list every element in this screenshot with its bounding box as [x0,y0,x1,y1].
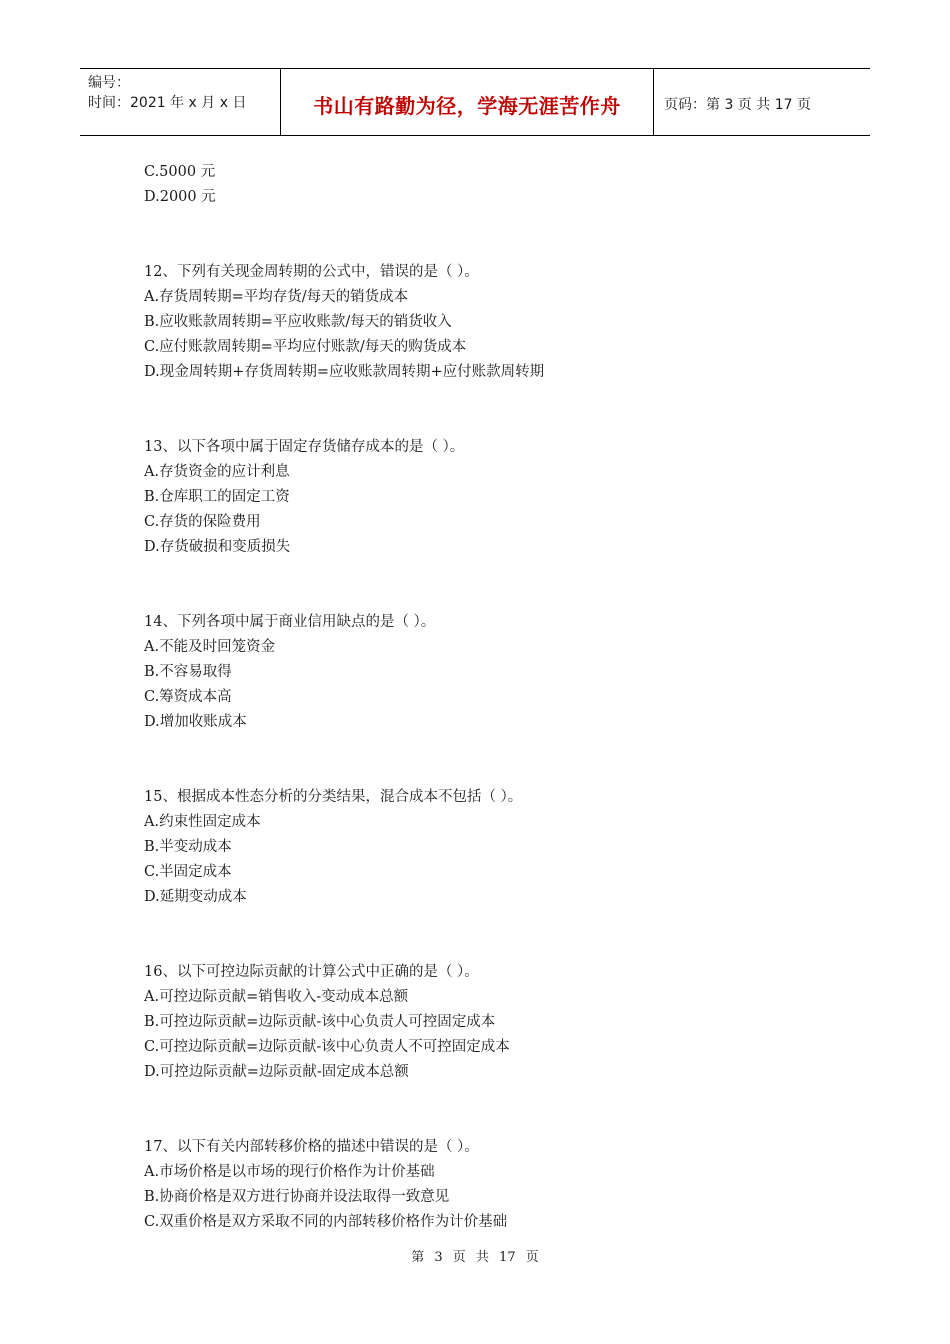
option-a: A.存货资金的应计利息 [144,464,290,480]
option-c: C.应付账款周转期=平均应付账款/每天的购货成本 [144,339,467,355]
option-a: A.不能及时回笼资金 [144,639,276,655]
option-d: D.延期变动成本 [144,889,247,905]
option-a: A.约束性固定成本 [144,814,261,830]
question-13 [144,435,844,560]
document-number-label: 编号： [88,75,130,91]
option-d: D.现金周转期+存货周转期=应收账款周转期+应付账款周转期 [144,364,545,380]
question-14 [144,610,844,735]
question-12 [144,260,844,385]
document-body [144,160,844,1235]
option-a: A.市场价格是以市场的现行价格作为计价基础 [144,1164,435,1180]
document-date: 时间：2021 年 x 月 x 日 [88,95,247,111]
option-c: C.存货的保险费用 [144,514,261,530]
question-16 [144,960,844,1085]
option-c: C.可控边际贡献=边际贡献-该中心负责人不可控固定成本 [144,1039,510,1055]
option-c: C.筹资成本高 [144,689,232,705]
question-stem: 14、下列各项中属于商业信用缺点的是（ ）。 [144,614,436,630]
option-c-continued: C.5000 元 [144,164,216,180]
option-d-continued: D.2000 元 [144,189,216,205]
option-a: A.存货周转期=平均存货/每天的销货成本 [144,289,409,305]
option-b: B.半变动成本 [144,839,232,855]
page-header [80,68,870,136]
question-stem: 17、以下有关内部转移价格的描述中错误的是（ ）。 [144,1139,479,1155]
option-a: A.可控边际贡献=销售收入-变动成本总额 [144,989,409,1005]
page-footer: 第 3 页 共 17 页 [411,1250,539,1265]
question-stem: 12、下列有关现金周转期的公式中，错误的是（ ）。 [144,264,479,280]
question-stem: 16、以下可控边际贡献的计算公式中正确的是（ ）。 [144,964,479,980]
option-b: B.仓库职工的固定工资 [144,489,290,505]
option-c: C.半固定成本 [144,864,232,880]
option-b: B.应收账款周转期=平应收账款/每天的销货收入 [144,314,452,330]
option-b: B.协商价格是双方进行协商并设法取得一致意见 [144,1189,450,1205]
question-15 [144,785,844,910]
option-d: D.增加收账成本 [144,714,247,730]
option-b: B.可控边际贡献=边际贡献-该中心负责人可控固定成本 [144,1014,496,1030]
question-stem: 15、根据成本性态分析的分类结果，混合成本不包括（ ）。 [144,789,523,805]
option-d: D.存货破损和变质损失 [144,539,291,555]
question-stem: 13、以下各项中属于固定存货储存成本的是（ ）。 [144,439,465,455]
option-d: D.可控边际贡献=边际贡献-固定成本总额 [144,1064,409,1080]
question-17 [144,1135,844,1235]
header-motto: 书山有路勤为径，学海无涯苦作舟 [281,69,654,135]
option-b: B.不容易取得 [144,664,232,680]
header-page-info: 页码：第 3 页 共 17 页 [664,97,811,113]
option-c: C.双重价格是双方采取不同的内部转移价格作为计价基础 [144,1214,508,1230]
header-meta [80,69,281,135]
